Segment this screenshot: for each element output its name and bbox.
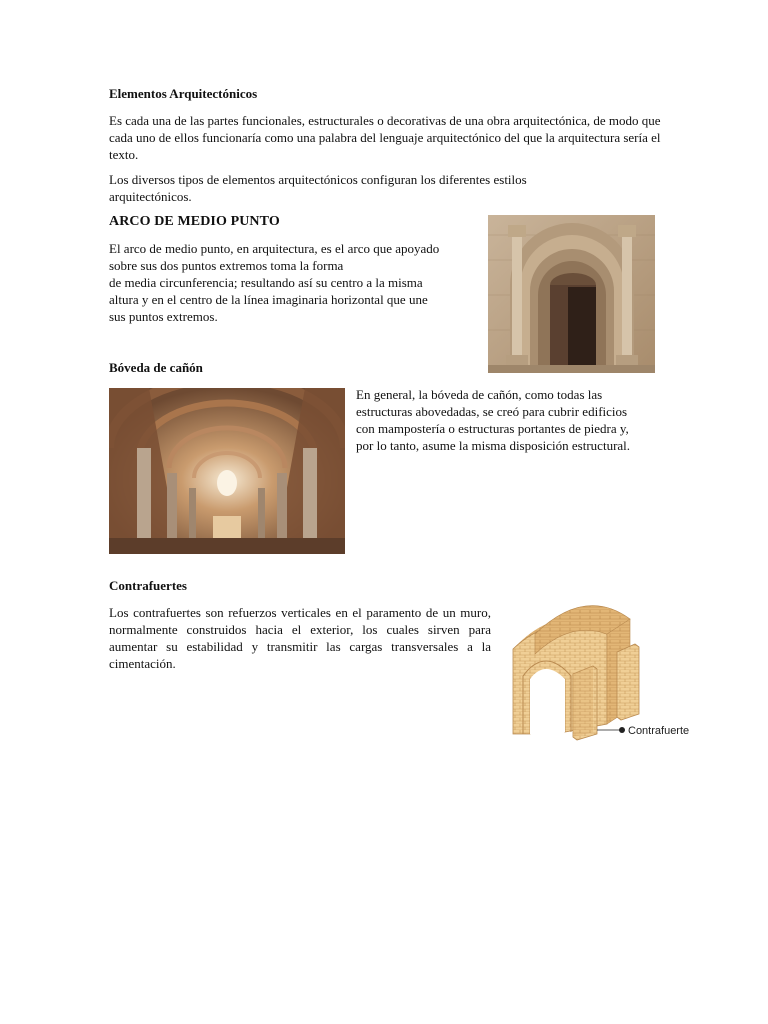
boveda-paragraph bbox=[356, 386, 668, 454]
text-line: de media circunferencia; resultando así su centro a la misma bbox=[109, 275, 423, 290]
contrafuertes-paragraph: Los contrafuertes son refuerzos verticales en el paramento de un muro, normalmente construidos hacia el exterior, los cuales sirven para aumentar su estabilidad y transmitir las cargas transversales a la cimentación. bbox=[109, 605, 491, 671]
intro-paragraph: Es cada una de las partes funcionales, estructurales o decorativas de una obra arquitectónica, de modo que cada uno de ellos funcionaría como una palabra del lenguaje arquitectónico del que la arquitectura sería el texto. bbox=[109, 113, 661, 162]
text-line: por lo tanto, asume la misma disposición estructural. bbox=[356, 438, 631, 453]
text-line: En general, la bóveda de cañón, como todas las bbox=[356, 387, 603, 402]
section-title-boveda: Bóveda de cañón bbox=[109, 360, 203, 375]
section-title-arco: ARCO DE MEDIO PUNTO bbox=[109, 214, 280, 229]
text-line: con mampostería o estructuras portantes de piedra y, bbox=[356, 421, 629, 436]
arch-photo bbox=[488, 215, 655, 373]
text-line: altura y en el centro de la línea imaginaria horizontal que une bbox=[109, 292, 428, 307]
section-title-contrafuertes: Contrafuertes bbox=[109, 578, 187, 593]
arco-paragraph bbox=[109, 240, 481, 325]
text-line: sus puntos extremos. bbox=[109, 309, 218, 324]
barrel-vault-photo bbox=[109, 388, 345, 554]
intro-paragraph-2: Los diversos tipos de elementos arquitectónicos configuran los diferentes estilos arquitectónicos. bbox=[109, 172, 527, 204]
buttress-diagram bbox=[505, 604, 705, 744]
text-line: estructuras abovedadas, se creó para cubrir edificios bbox=[356, 404, 628, 419]
text-line: El arco de medio punto, en arquitectura, es el arco que apoyado bbox=[109, 241, 440, 256]
page-title: Elementos Arquitectónicos bbox=[109, 86, 258, 101]
diagram-label: Contrafuerte bbox=[628, 725, 690, 737]
text-line: sobre sus dos puntos extremos toma la forma bbox=[109, 258, 344, 273]
